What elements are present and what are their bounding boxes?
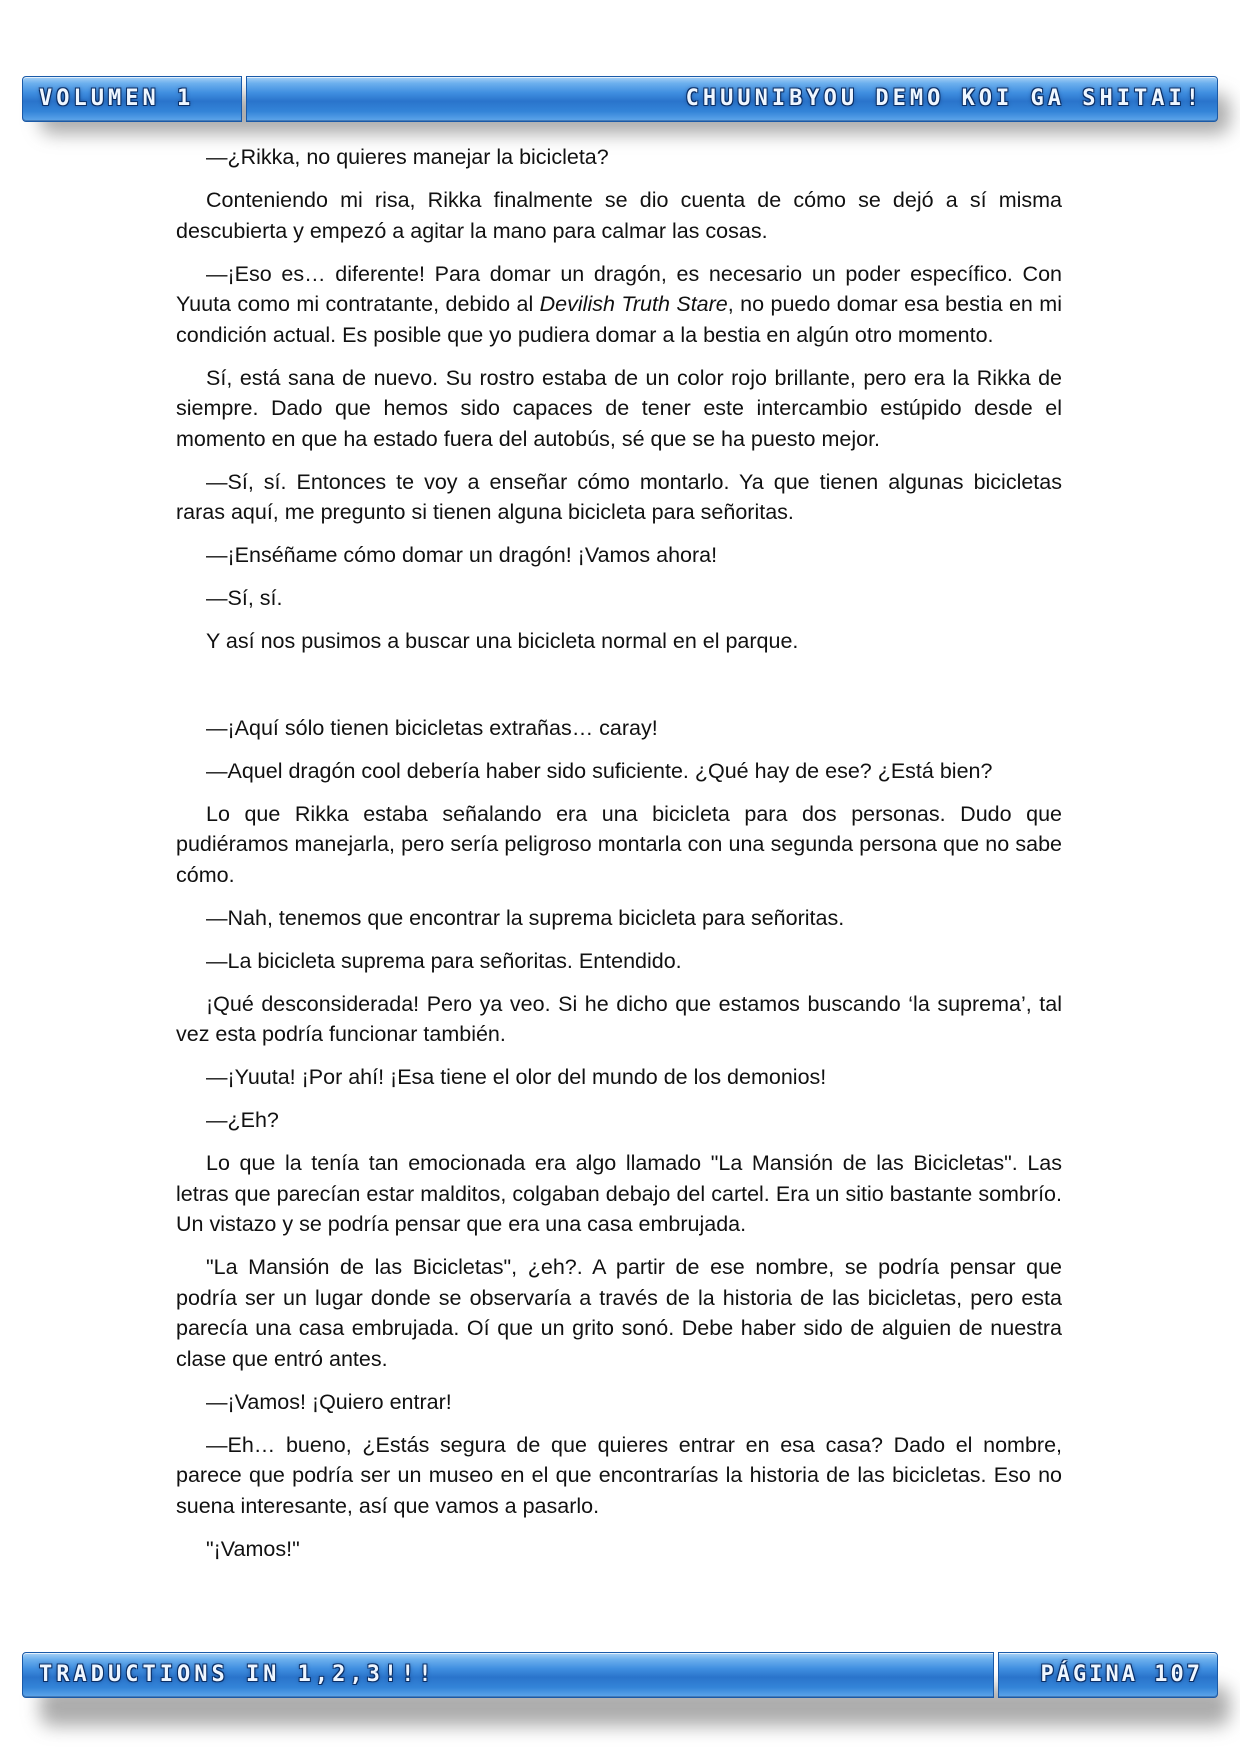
paragraph: Lo que la tenía tan emocionada era algo llamado "La Mansión de las Bicicletas". Las letras que parecían estar malditos, colgaban debajo del cartel. Era un sitio bastante sombrío. Un vistazo y se podría pensar que era una casa embrujada. [176, 1151, 1062, 1236]
paragraph: "La Mansión de las Bicicletas", ¿eh?. A partir de ese nombre, se podría pensar que podría ser un lugar donde se observaría a través de la historia de las bicicletas, pero esta parecía una casa embrujada. Oí que un grito sonó. Debe haber sido de alguien de nuestra clase que entró antes. [176, 1255, 1062, 1371]
paragraph: —¡Yuuta! ¡Por ahí! ¡Esa tiene el olor del mundo de los demonios! [206, 1065, 827, 1089]
paragraph-text: , no puedo domar esa bestia en mi condición actual. Es posible que yo pudiera domar a la bestia en algún otro momento. [176, 292, 1062, 347]
header-title-bar [246, 76, 1218, 122]
footer-group-label: TRADUCTIONS IN 1,2,3!!! [39, 1662, 436, 1687]
header-volume-bar [22, 76, 242, 122]
paragraph [176, 259, 1062, 351]
paragraph: —¡Aquí sólo tienen bicicletas extrañas… caray! [206, 715, 658, 740]
paragraph: —¿Eh? [206, 1108, 279, 1132]
italic-term: Devilish Truth Stare [539, 292, 728, 316]
paragraph: —¡Enséñame cómo domar un dragón! ¡Vamos ahora! [206, 543, 718, 567]
paragraph: —¡Vamos! ¡Quiero entrar! [206, 1389, 452, 1414]
paragraph: —Eh… bueno, ¿Estás segura de que quieres entrar en esa casa? Dado el nombre, parece que podría ser un museo en el que encontrarías la historia de las bicicletas. Eso no suena interesante, así que vamos a pasarlo. [176, 1432, 1062, 1518]
paragraph: —Nah, tenemos que encontrar la suprema bicicleta para señoritas. [206, 905, 845, 930]
header-volume-label: VOLUMEN 1 [39, 86, 195, 111]
paragraph: —Sí, sí. [206, 586, 283, 610]
footer-page-label: PÁGINA 107 [1040, 1662, 1203, 1687]
paragraph: ¡Qué desconsiderada! Pero ya veo. Si he dicho que estamos buscando ‘la suprema’, tal vez esta podría funcionar también. [176, 991, 1062, 1046]
paragraph: Sí, está sana de nuevo. Su rostro estaba de un color rojo brillante, pero era la Rikka de siempre. Dado que hemos sido capaces de tener este intercambio estúpido desde el momento en que ha estado fuera del autobús, sé que se ha puesto mejor. [176, 365, 1062, 451]
paragraph: Lo que Rikka estaba señalando era una bicicleta para dos personas. Dudo que pudiéramos manejarla, pero sería peligroso montarla con una segunda persona que no sabe cómo. [176, 801, 1062, 887]
paragraph: "¡Vamos!" [206, 1536, 300, 1561]
paragraph: —¿Rikka, no quieres manejar la bicicleta? [206, 145, 609, 169]
header-title-label: CHUUNIBYOU DEMO KOI GA SHITAI! [685, 86, 1203, 111]
paragraph: Conteniendo mi risa, Rikka finalmente se dio cuenta de cómo se dejó a sí misma descubierta y empezó a agitar la mano para calmar las cosas. [176, 188, 1062, 243]
footer-page-bar [998, 1652, 1218, 1698]
paragraph-text: —¡Eso es… diferente! Para domar un dragón, es necesario un poder específico. Con Yuuta como mi contratante, debido al [176, 261, 1062, 316]
page-body [176, 142, 1062, 1577]
paragraph: —Aquel dragón cool debería haber sido suficiente. ¿Qué hay de ese? ¿Está bien? [206, 758, 993, 783]
footer-group-bar [22, 1652, 994, 1698]
paragraph: —Sí, sí. Entonces te voy a enseñar cómo montarlo. Ya que tienen algunas bicicletas raras aquí, me pregunto si tienen alguna bicicleta para señoritas. [176, 469, 1062, 524]
paragraph: —La bicicleta suprema para señoritas. Entendido. [206, 948, 682, 973]
paragraph: Y así nos pusimos a buscar una bicicleta normal en el parque. [206, 629, 799, 653]
